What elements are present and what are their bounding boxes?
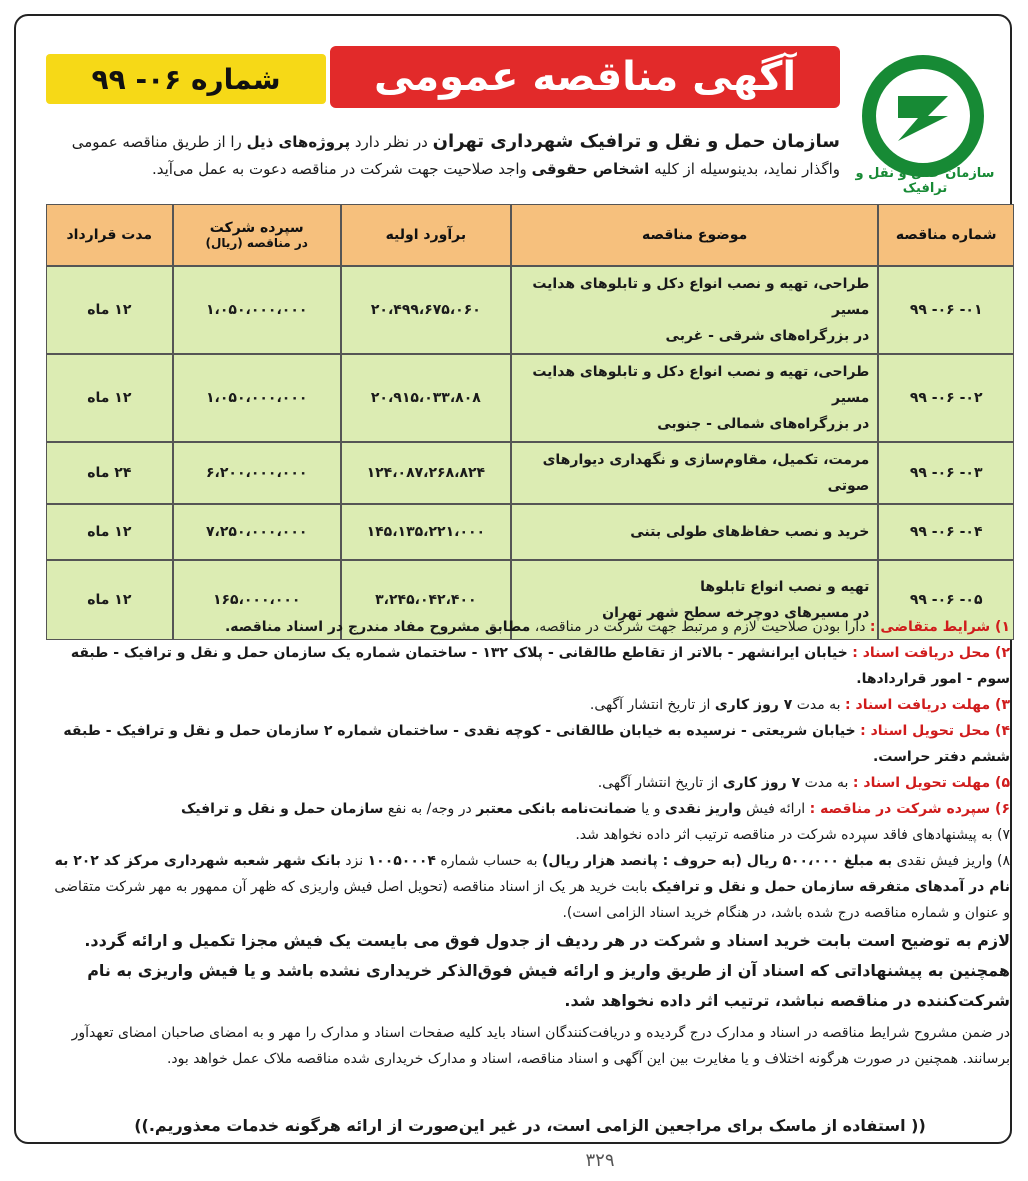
intro-text: در نظر دارد — [354, 133, 428, 151]
intro-text: واجد صلاحیت جهت شرکت در مناقصه دعوت به عمل می‌آید. — [151, 160, 527, 178]
condition-bold: سازمان حمل و نقل و ترافیک — [180, 801, 384, 817]
banner-title: آگهی مناقصه عمومی — [330, 46, 840, 108]
cell-estimate: ۱۲۴،۰۸۷،۲۶۸،۸۲۴ — [341, 442, 511, 504]
cell-subject — [511, 266, 878, 354]
cell-number: ۰۲- ۰۶- ۹۹ — [878, 354, 1014, 442]
subject-line: مرمت، تکمیل، مقاوم‌سازی و نگهداری دیوارهای صوتی — [542, 452, 870, 494]
table-row — [46, 504, 1014, 560]
cell-duration: ۲۴ ماه — [46, 442, 173, 504]
condition-bold: ۷ روز کاری — [722, 775, 801, 791]
condition-label: ۵) مهلت تحویل اسناد : — [852, 775, 1010, 791]
page-number: ۳۲۹ — [585, 1150, 615, 1171]
advertisement-frame — [14, 14, 1012, 1144]
intro-text: را از طریق مناقصه عمومی — [71, 133, 242, 151]
condition-text: و یا — [641, 801, 661, 817]
condition-label: ۴) محل تحویل اسناد : — [860, 723, 1010, 739]
cell-duration: ۱۲ ماه — [46, 560, 173, 640]
tender-number-badge: شماره ۰۶- ۹۹ — [46, 54, 326, 104]
logo-caption: سازمان حمل و نقل و ترافیک — [855, 166, 995, 196]
condition-text: به حساب شماره — [440, 853, 538, 869]
condition-text: نزد — [345, 853, 364, 869]
intro-bold: اشخاص حقوقی — [531, 160, 650, 178]
subject-line: در بزرگراه‌های شرقی - غربی — [665, 328, 870, 344]
cell-subject — [511, 504, 878, 560]
subject-line: در بزرگراه‌های شمالی - جنوبی — [657, 416, 870, 432]
condition-2 — [50, 640, 1010, 692]
table-row — [46, 266, 1014, 354]
condition-3 — [50, 692, 1010, 718]
tender-table — [46, 204, 1014, 640]
condition-7: ۷) به پیشنهادهای فاقد سپرده شرکت در مناقصه ترتیب اثر داده نخواهد شد. — [575, 827, 1010, 843]
subject-line: در مسیرهای دوچرخه سطح شهر تهران — [602, 605, 870, 621]
condition-1 — [50, 614, 1010, 640]
condition-text: ۸) واریز فیش نقدی — [896, 853, 1010, 869]
header-deposit-sub: در مناقصه (ریال) — [205, 236, 308, 250]
condition-text: در وجه/ به نفع — [387, 801, 472, 817]
subject-line: طراحی، تهیه و نصب انواع دکل و تابلوهای هدایت مسیر — [532, 364, 870, 406]
condition-bold: خیابان شریعتی - نرسیده به خیابان طالقانی - کوچه نقدی - ساختمان شماره ۲ سازمان حمل و نقل و ترافیک - طبقه ششم دفتر حراست. — [63, 723, 1010, 765]
cell-subject — [511, 442, 878, 504]
cell-deposit: ۶،۲۰۰،۰۰۰،۰۰۰ — [173, 442, 341, 504]
cell-number: ۰۴- ۰۶- ۹۹ — [878, 504, 1014, 560]
condition-6 — [50, 796, 1010, 822]
organization-name: سازمان حمل و نقل و ترافیک شهرداری تهران — [432, 131, 840, 152]
header-deposit — [173, 204, 341, 266]
closing-paragraph: در ضمن مشروح شرایط مناقصه در اسناد و مدارک درج گردیده و دریافت‌کنندگان اسناد باید کلیه صفحات اسناد و مدارک را مهر و به امضای صاحبان امضای تعهدآور برسانند. همچنین در صورت هرگونه اختلاف و یا مغایرت بین این آگهی و اسناد مناقصه، اسناد و مدارک خریداری شده مناقصه ملاک عمل خواهد بود. — [71, 1025, 1010, 1067]
condition-text: به مدت — [804, 775, 849, 791]
cell-estimate: ۲۰،۴۹۹،۶۷۵،۰۶۰ — [341, 266, 511, 354]
condition-bold: خیابان ایرانشهر - بالاتر از تقاطع طالقانی - پلاک ۱۳۲ - ساختمان شماره یک سازمان حمل و نقل و ترافیک - طبقه سوم - امور قراردادها. — [70, 645, 1010, 687]
cell-number: ۰۵- ۰۶- ۹۹ — [878, 560, 1014, 640]
condition-4 — [50, 718, 1010, 770]
cell-duration: ۱۲ ماه — [46, 504, 173, 560]
table-row — [46, 442, 1014, 504]
condition-text: ارائه فیش — [746, 801, 806, 817]
condition-text: به مدت — [796, 697, 841, 713]
cell-deposit: ۱،۰۵۰،۰۰۰،۰۰۰ — [173, 354, 341, 442]
condition-bold: مطابق مشروح مفاد مندرج در اسناد مناقصه. — [224, 619, 531, 635]
condition-label: ۱) شرایط متقاضی : — [869, 619, 1010, 635]
condition-bold: واریز نقدی — [664, 801, 742, 817]
condition-bold: ۱۰۰۵۰۰۰۴ — [367, 853, 436, 869]
header-subject: موضوع مناقصه — [511, 204, 878, 266]
condition-8 — [50, 848, 1010, 926]
cell-estimate: ۲۰،۹۱۵،۰۳۳،۸۰۸ — [341, 354, 511, 442]
header-estimate: برآورد اولیه — [341, 204, 511, 266]
condition-bold: به مبلغ ۵۰۰،۰۰۰ ریال (به حروف : پانصد هزار ریال) — [541, 853, 893, 869]
condition-5 — [50, 770, 1010, 796]
intro-bold: پروژه‌های ذیل — [246, 133, 351, 151]
cell-deposit: ۱،۰۵۰،۰۰۰،۰۰۰ — [173, 266, 341, 354]
subject-line: طراحی، تهیه و نصب انواع دکل و تابلوهای هدایت مسیر — [532, 276, 870, 318]
subject-line: تهیه و نصب انواع تابلوها — [700, 579, 870, 595]
conditions-section — [50, 614, 1010, 1072]
intro-text: واگذار نماید، بدینوسیله از کلیه — [654, 160, 840, 178]
header-deposit-label: سپرده شرکت — [209, 220, 304, 236]
cell-estimate: ۳،۲۴۵،۰۴۲،۴۰۰ — [341, 560, 511, 640]
cell-duration: ۱۲ ماه — [46, 354, 173, 442]
mask-notice: (( استفاده از ماسک برای مراجعین الزامی است، در غیر این‌صورت از ارائه هرگونه خدمات معذوریم.)) — [134, 1116, 926, 1135]
condition-text: از تاریخ انتشار آگهی. — [597, 775, 719, 791]
condition-label: ۳) مهلت دریافت اسناد : — [845, 697, 1010, 713]
condition-bold: ضمانت‌نامه بانکی معتبر — [476, 801, 637, 817]
table-header-row — [46, 204, 1014, 266]
subject-line: خرید و نصب حفاظ‌های طولی بتنی — [630, 524, 870, 540]
cell-number: ۰۳- ۰۶- ۹۹ — [878, 442, 1014, 504]
condition-text: دارا بودن صلاحیت لازم و مرتبط جهت شرکت در مناقصه، — [534, 619, 866, 635]
cell-deposit: ۱۶۵،۰۰۰،۰۰۰ — [173, 560, 341, 640]
intro-paragraph — [20, 128, 840, 183]
important-note: لازم به توضیح است بابت خرید اسناد و شرکت در هر ردیف از جدول فوق می بایست یک فیش مجزا تکمیل و ارائه گردد. همچنین به پیشنهاداتی که اسناد آن از طریق واریز و ارائه فیش فوق‌الذکر خریداری نشده باشد و یا فیش واریزی به نام شرکت‌کننده در مناقصه نباشد، ترتیب اثر داده نخواهد شد. — [84, 931, 1010, 1010]
condition-text: از تاریخ انتشار آگهی. — [589, 697, 711, 713]
cell-subject — [511, 354, 878, 442]
table-row — [46, 354, 1014, 442]
condition-text: بابت خرید هر یک از اسناد مناقصه (تحویل اصل فیش واریزی که ظهر آن ممهور به مهر شرکت متقاضی و عنوان و شماره مناقصه درج شده باشد، در هنگام خرید اسناد الزامی است). — [54, 879, 1010, 921]
condition-label: ۶) سپرده شرکت در مناقصه : — [809, 801, 1010, 817]
condition-bold: بانک شهر شعبه شهرداری مرکز کد ۲۰۲ به نام در آمدهای متفرقه سازمان حمل و نقل و ترافیک — [54, 853, 1010, 895]
cell-deposit: ۷،۲۵۰،۰۰۰،۰۰۰ — [173, 504, 341, 560]
header-number: شماره مناقصه — [878, 204, 1014, 266]
cell-number: ۰۱- ۰۶- ۹۹ — [878, 266, 1014, 354]
cell-duration: ۱۲ ماه — [46, 266, 173, 354]
cell-estimate: ۱۴۵،۱۳۵،۲۲۱،۰۰۰ — [341, 504, 511, 560]
header-duration: مدت قرارداد — [46, 204, 173, 266]
condition-bold: ۷ روز کاری — [714, 697, 793, 713]
condition-label: ۲) محل دریافت اسناد : — [852, 645, 1010, 661]
